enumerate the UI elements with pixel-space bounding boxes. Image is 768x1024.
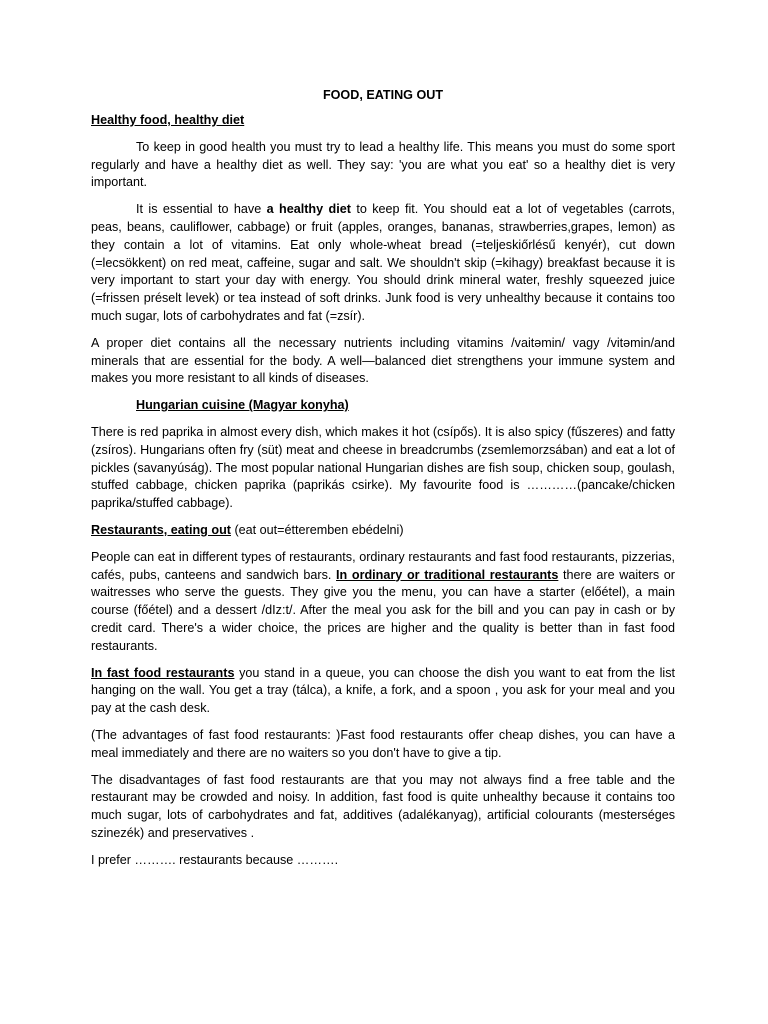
section-heading-restaurants <box>91 522 675 540</box>
bold-term: a healthy diet <box>266 202 351 217</box>
paragraph-healthy-life: To keep in good health you must try to lead a healthy life. This means you must do some sport regularly and have a healthy diet as well. They say: 'you are what you eat' so a healthy diet is very important. <box>91 139 675 190</box>
section-heading-hungarian-cuisine <box>91 397 675 415</box>
text-run: People can eat in different types of restaurants, ordinary restaurants and fast food restaurants, pizzerias, cafés, pubs, canteens and sandwich bars. <box>91 549 675 582</box>
text-run: It is essential to have <box>136 202 267 217</box>
heading-text: Restaurants, eating out <box>91 522 231 537</box>
heading-text: Hungarian cuisine (Magyar konyha) <box>136 398 349 413</box>
paragraph-restaurant-types <box>91 549 675 656</box>
paragraph-proper-diet: A proper diet contains all the necessary nutrients including vitamins /vaitəmin/ vagy /vitəmin/and minerals that are essential for the body. A well—balanced diet strengthens your immune system and makes you more resistant to all kinds of diseases. <box>91 335 675 386</box>
text-run: to keep fit. You should eat a lot of vegetables (carrots, peas, beans, cauliflower, cabbage) or fruit (apples, oranges, bananas, strawberries,grapes, lemon) as they contain a lot of vitamins. Eat only whole-wheat bread (=teljeskiőrlésű kenyér), cut down (=lecsökkent) on red meat, caffeine, sugar and salt. We shouldn't skip (=kihagy) breakfast because it is very important to start your day with energy. You should drink mineral water, freshly squeezed juice (=frissen préselt levek) or tea instead of soft drinks. Junk food is very unhealthy because it contains too much sugar, lots of carbohydrates and fat (=zsír). <box>91 202 675 323</box>
text-run: you stand in a queue, you can choose the dish you want to eat from the list hanging on the wall. You get a tray (tálca), a knife, a fork, and a spoon , you ask for your meal and you pay at the cash desk. <box>91 665 675 716</box>
paragraph-healthy-diet <box>91 201 675 326</box>
paragraph-hungarian-dishes: There is red paprika in almost every dish, which makes it hot (csípős). It is also spicy (fűszeres) and fatty (zsíros). Hungarians often fry (süt) meat and cheese in breadcrumbs (zsemlemorzsában) and eat a lot of pickles (savanyúság). The most popular national Hungarian dishes are fish soup, chicken soup, goulash, stuffed cabbage, chicken paprika (paprikás csirke). My favourite food is …………(pancake/chicken paprika/stuffed cabbage). <box>91 424 675 511</box>
paragraph-preference: I prefer ………. restaurants because ………. <box>91 852 339 867</box>
bold-underlined-term: In fast food restaurants <box>91 665 235 680</box>
heading-note: (eat out=étteremben ebédelni) <box>230 522 404 537</box>
paragraph-disadvantages: The disadvantages of fast food restaurants are that you may not always find a free table and the restaurant may be crowded and noisy. In addition, fast food is quite unhealthy because it contains too much sugar, lots of carbohydrates and fat, additives (adalékanyag), artificial colourants (mesterséges szinezék) and preservatives . <box>91 772 675 840</box>
bold-underlined-term: In ordinary or traditional restaurants <box>336 567 559 582</box>
heading-text: Healthy food, healthy diet <box>91 113 245 127</box>
document-title: FOOD, EATING OUT <box>322 88 444 102</box>
paragraph-fast-food <box>91 665 675 718</box>
text-run: there are waiters or waitresses who serve the guests. They give you the menu, you can have a starter (előétel), a main course (főétel) and a dessert /dIz:t/. After the meal you ask for the bill and you can pay in cash or by credit card. There's a wider choice, the prices are higher and the quality is better than in fast food restaurants. <box>91 567 675 653</box>
section-heading-healthy-food <box>91 112 675 130</box>
paragraph-advantages: (The advantages of fast food restaurants: )Fast food restaurants offer cheap dishes, you can have a meal immediately and there are no waiters so you don't have to give a tip. <box>91 727 675 760</box>
